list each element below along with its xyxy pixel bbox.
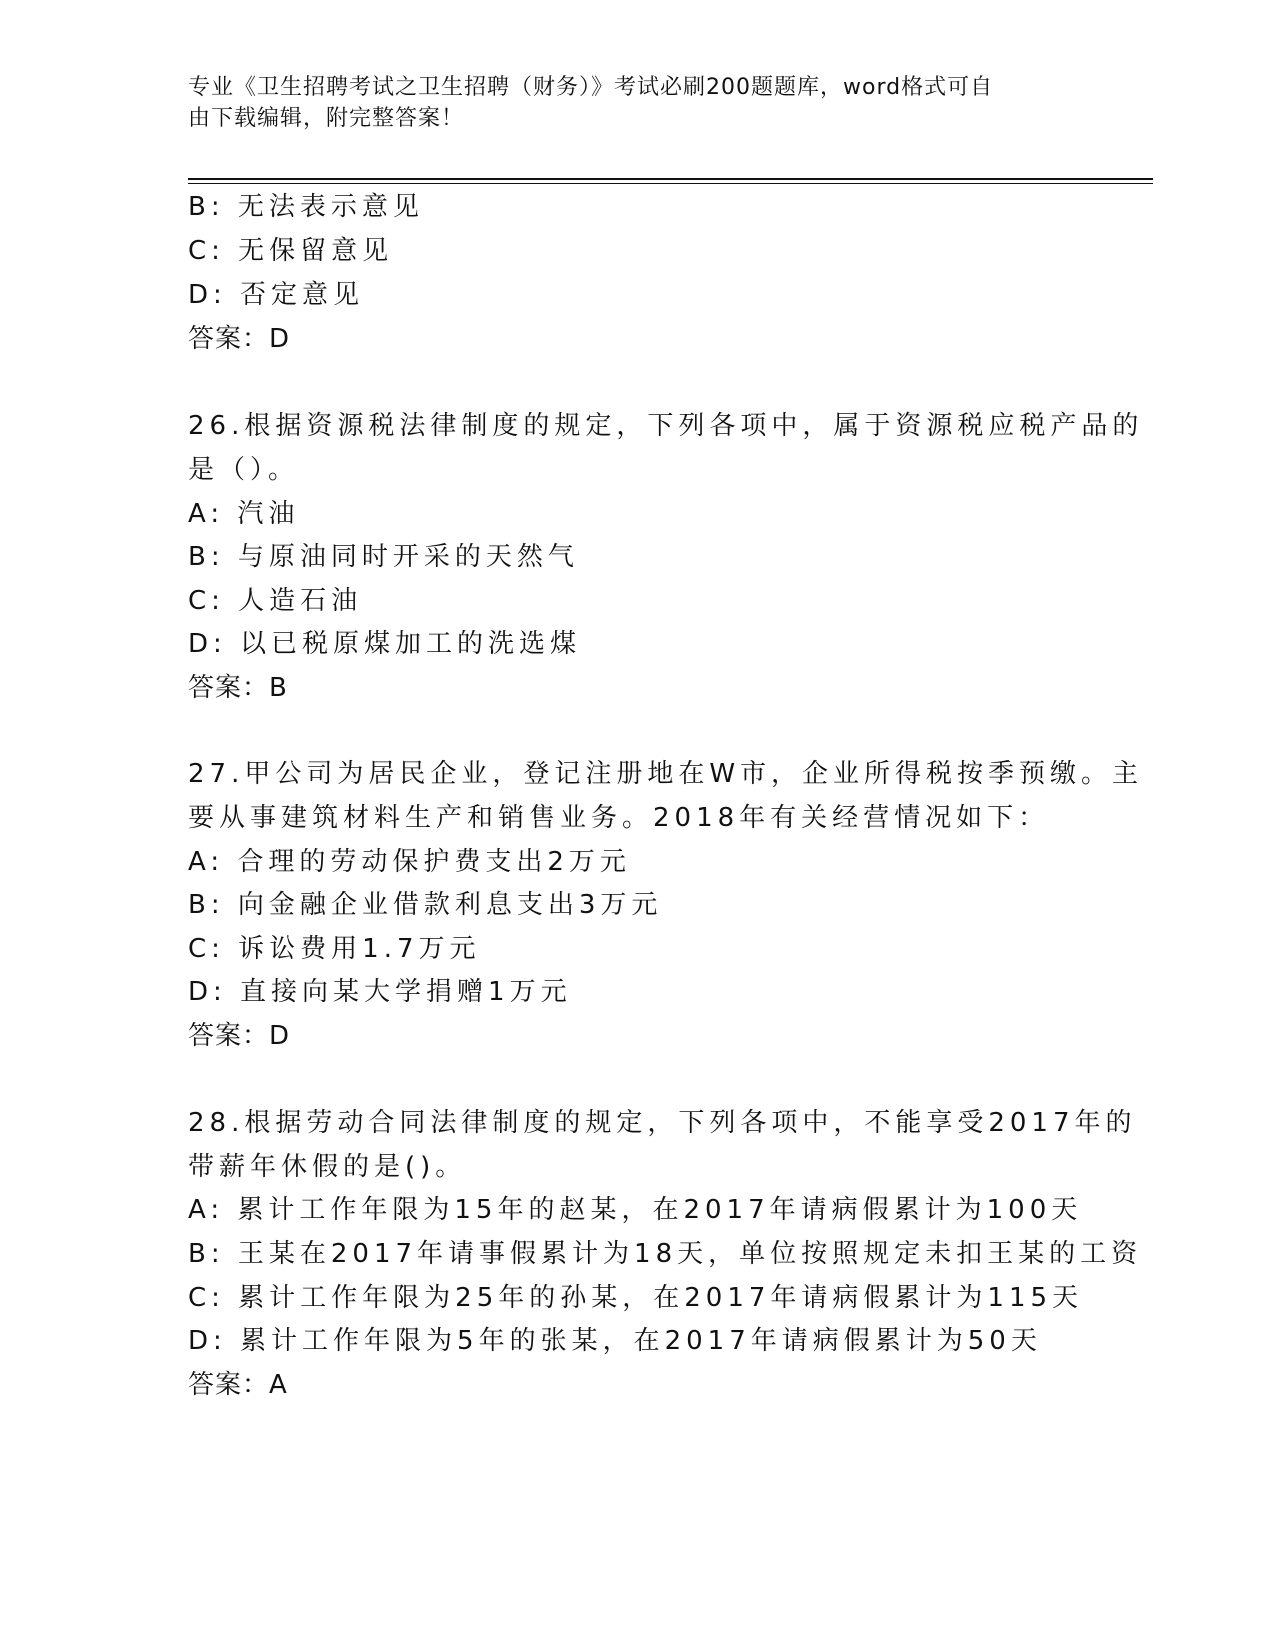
q26-stem-line-1: 26.根据资源税法律制度的规定，下列各项中，属于资源税应税产品的 (188, 411, 1144, 441)
header-divider-thick (188, 178, 1153, 180)
header-divider-thin (188, 183, 1153, 184)
q28-option-d: D: 累计工作年限为5年的张某，在2017年请病假累计为50天 (188, 1326, 1042, 1356)
q27-option-b: B: 向金融企业借款利息支出3万元 (188, 890, 663, 920)
q27-stem-line-2: 要从事建筑材料生产和销售业务。2018年有关经营情况如下： (188, 803, 1050, 833)
q28-stem-line-1: 28.根据劳动合同法律制度的规定，下列各项中，不能享受2017年的 (188, 1108, 1137, 1138)
q26-stem-line-2: 是（）。 (188, 455, 300, 485)
q27-answer: 答案：D (188, 1021, 291, 1051)
q27-option-d: D: 直接向某大学捐赠1万元 (188, 977, 572, 1007)
q26-option-d: D: 以已税原煤加工的洗选煤 (188, 629, 582, 659)
header-line-1: 专业《卫生招聘考试之卫生招聘（财务）》考试必刷200题题库，word格式可自 (188, 75, 994, 100)
q26-answer: 答案：B (188, 673, 288, 703)
q28-answer: 答案：A (188, 1370, 288, 1400)
document-header (188, 72, 1088, 134)
q26-option-c: C: 人造石油 (188, 586, 363, 616)
q25-answer: 答案：D (188, 324, 291, 354)
q27-option-c: C: 诉讼费用1.7万元 (188, 934, 481, 964)
q28-option-a: A: 累计工作年限为15年的赵某，在2017年请病假累计为100天 (188, 1195, 1083, 1225)
q27-stem-line-1: 27.甲公司为居民企业，登记注册地在W市，企业所得税按季预缴。主 (188, 759, 1144, 789)
q27-option-a: A: 合理的劳动保护费支出2万元 (188, 847, 631, 877)
q25-option-c: C: 无保留意见 (188, 236, 394, 266)
q28-option-b: B: 王某在2017年请事假累计为18天，单位按照规定未扣王某的工资 (188, 1239, 1143, 1269)
q28-stem-line-2: 带薪年休假的是()。 (188, 1152, 467, 1182)
header-line-2: 由下载编辑，附完整答案！ (188, 106, 465, 131)
q28-option-c: C: 累计工作年限为25年的孙某，在2017年请病假累计为115天 (188, 1283, 1084, 1313)
q26-option-b: B: 与原油同时开采的天然气 (188, 542, 579, 572)
q25-option-d: D: 否定意见 (188, 280, 365, 310)
q25-option-b: B: 无法表示意见 (188, 192, 424, 222)
q26-option-a: A: 汽油 (188, 499, 300, 529)
